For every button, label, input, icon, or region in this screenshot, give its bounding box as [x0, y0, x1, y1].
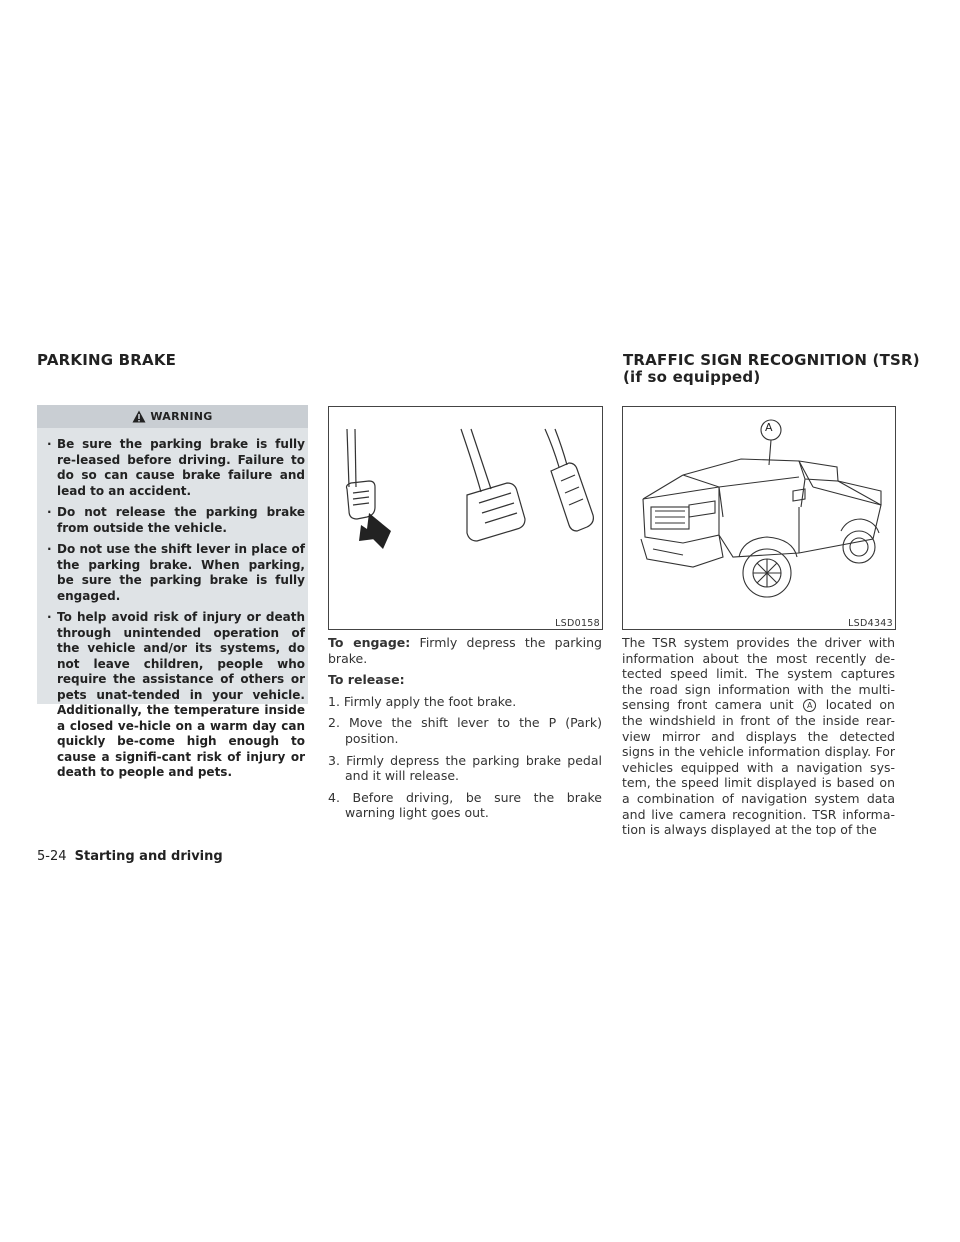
- page-footer: [37, 849, 223, 864]
- parking-brake-pedal-illustration: [329, 407, 602, 617]
- engage-paragraph: [328, 635, 602, 666]
- chapter-title: Starting and driving: [74, 849, 223, 864]
- engage-text: Firmly depress the parking brake.: [328, 635, 602, 666]
- page-number: 5-24: [37, 849, 67, 864]
- tsr-title: [623, 352, 920, 386]
- release-step: 3. Firmly depress the parking brake pedal and it will release.: [328, 752, 602, 784]
- truck-camera-illustration: [623, 407, 895, 617]
- figure-code: LSD4343: [848, 618, 893, 629]
- warning-item: · To help avoid risk of injury or death through unintended operation of the vehicle and/or its systems, do not leave children, people who require the assistance of others or pets unat-tended in your vehicle. Additionally, the temperature inside a closed ve-hicle on a warm day can quickly be-come high enough to cause a signifi-cant risk of injury or death to people and pets.: [47, 610, 305, 781]
- tsr-title-line1: TRAFFIC SIGN RECOGNITION (TSR): [623, 351, 920, 369]
- release-steps: [328, 694, 602, 821]
- tsr-title-line2: (if so equipped): [623, 368, 761, 386]
- parking-brake-instructions: [328, 635, 602, 827]
- parking-brake-title: PARKING BRAKE: [37, 351, 177, 369]
- release-label: To release:: [328, 672, 405, 688]
- warning-list: [47, 437, 305, 787]
- tsr-text-before: The TSR system provides the driver with information about the most recently de-tected speed limit. The system captures the road sign information with the multi-sensing front camera unit: [622, 635, 895, 713]
- release-step: 4. Before driving, be sure the brake warning light goes out.: [328, 789, 602, 821]
- truck-figure: [622, 406, 896, 630]
- warning-item: · Do not release the parking brake from outside the vehicle.: [47, 505, 305, 536]
- pedal-figure: [328, 406, 603, 630]
- warning-triangle-icon: [132, 410, 146, 423]
- warning-label: WARNING: [150, 410, 213, 423]
- release-step: 2. Move the shift lever to the P (Park) position.: [328, 715, 602, 746]
- figure-code: LSD0158: [555, 618, 600, 629]
- warning-item: · Do not use the shift lever in place of the parking brake. When parking, be sure the parking brake is fully engaged.: [47, 542, 305, 604]
- engage-label: To engage:: [328, 635, 411, 650]
- release-step: 1. Firmly apply the foot brake.: [328, 693, 517, 709]
- tsr-text-after: located on the windshield in front of the inside rear-view mirror and displays the detected signs in the vehicle information display. For vehicles equipped with a navigation sys-tem, the speed limit displayed is based on a combination of navigation system data and live camera recognition. TSR informa-tion is always displayed at the top of the: [622, 697, 895, 838]
- camera-callout-label: A: [765, 421, 773, 434]
- tsr-paragraph: [622, 635, 895, 838]
- camera-marker-icon: A: [803, 699, 816, 712]
- warning-item: · Be sure the parking brake is fully re-leased before driving. Failure to do so can cause brake failure and lead to an accident.: [47, 437, 305, 499]
- warning-header: [37, 405, 308, 428]
